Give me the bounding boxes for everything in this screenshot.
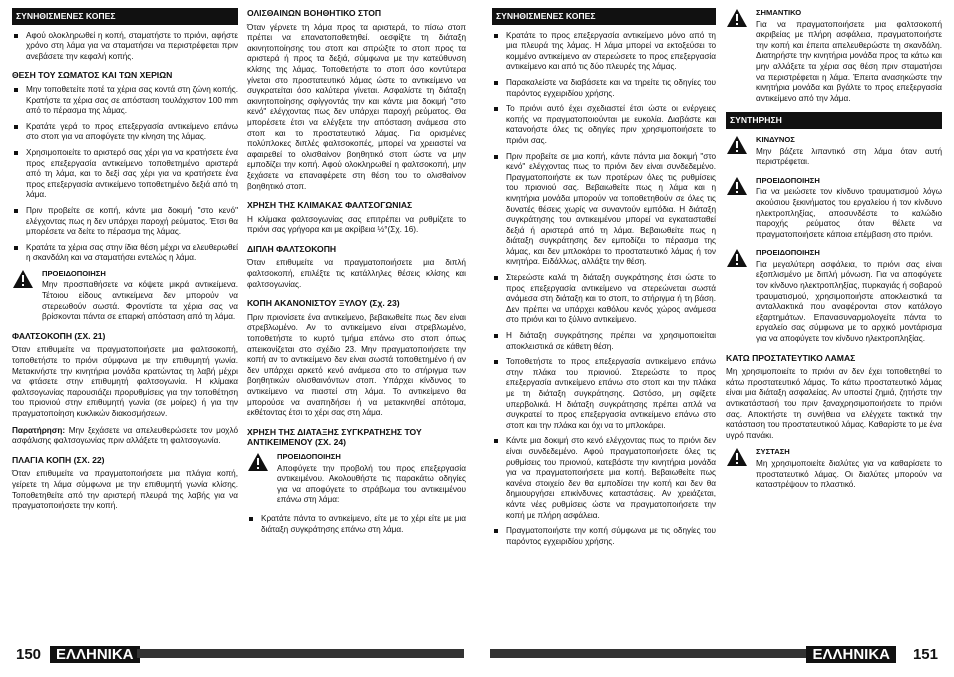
warning-title: ΠΡΟΕΙΔΟΠΟΙΗΣΗ xyxy=(42,268,106,278)
list-item: Η διάταξη συγκράτησης πρέπει να χρησιμοποιείται αποκλειστικά σε κάθετη θέση. xyxy=(492,331,716,352)
list-item: Κρατάτε γερά το προς επεξεργασία αντικείμενο επάνω στο στοπ για να αποφύγετε την κίνηση της λάμας. xyxy=(12,122,238,143)
list-item: Αφού ολοκληρωθεί η κοπή, σταματήστε το πριόνι, αφήστε χρόνο στη λάμα για να σταματήσει να περιστρέφεται πριν ανεβάσετε την κεφαλή κοπής. xyxy=(12,31,238,63)
paragraph: Μη χρησιμοποιείτε το πριόνι αν δεν έχει τοποθετηθεί το κάτω προστατευτικό λάμας. Το κάτω προστατευτικό λάμας είναι μια διάταξη ασφαλείας. Αν υποστεί ζημιά, ζητήστε την αντικατάστασή του πριν ξαναχρησιμοποιήσετε το πριόνι σας. Αποκτήστε τη συνήθεια να ελέγχετε τακτικά την κατάσταση του προστατευτικού λάμας. Καθαρίστε το με ένα υγρό πανάκι. xyxy=(726,367,942,440)
recommendation-box xyxy=(726,447,942,490)
heading-clamp: ΧΡΗΣΗ ΤΗΣ ΔΙΑΤΑΞΗΣ ΣΥΓΚΡΑΤΗΣΗΣ ΤΟΥ ΑΝΤΙΚΕΙΜΕΝΟΥ (ΣΧ. 24) xyxy=(247,426,422,448)
note-paragraph xyxy=(12,426,238,447)
note-label: Παρατήρηση: xyxy=(12,425,66,435)
warning-triangle-icon xyxy=(726,176,756,241)
page-number: 151 xyxy=(912,646,938,663)
warning-title: ΠΡΟΕΙΔΟΠΟΙΗΣΗ xyxy=(277,451,341,461)
warning-text: Για να πραγματοποιήσετε μια φαλτσοκοπή ακριβείας με πλήρη ασφάλεια, πραγματοποιήστε την κοπή και έπειτα απελευθερώστε τη σκανδάλη. Διατηρήστε την κινητήρια μονάδα προς τα κάτω και μην αλλάξετε τα χέρια σας θέση πριν σταματήσει να περιστρέφεται η λάμα. Έπειτα ανασηκώστε την κινητήρια μονάδα και βγάλτε το προς επεξεργασία αντικείμενο από την λάμα. xyxy=(756,19,942,103)
list-item: Πραγματοποιήστε την κοπή σύμφωνα με τις οδηγίες του παρόντος εγχειριδίου χρήσης. xyxy=(492,526,716,547)
paragraph: Όταν επιθυμείτε να πραγματοποιήσετε μια διπλή φαλτσοκοπή, επιλέξτε τις κατάλληλες θέσεις κλίσης και φαλτσογωνίας. xyxy=(247,258,466,289)
warning-text: Μην βάζετε λιπαντικό στη λάμα όταν αυτή περιστρέφεται. xyxy=(756,146,942,167)
warning-box xyxy=(247,452,466,506)
column-1 xyxy=(12,8,238,518)
warning-triangle-icon xyxy=(726,8,756,104)
heading-warped-wood: ΚΟΠΗ ΑΚΑΝΟΝΙΣΤΟΥ ΞΥΛΟΥ (Σχ. 23) xyxy=(247,298,400,309)
warning-box xyxy=(726,248,942,344)
heading-lower-guard: ΚΑΤΩ ΠΡΟΣΤΑΤΕΥΤΙΚΟ ΛΑΜΑΣ xyxy=(726,352,856,363)
paragraph: Όταν επιθυμείτε να πραγματοποιήσετε μια φαλτσοκοπή, τοποθετήστε το πριόνι σύμφωνα με την επιθυμητή γωνία. Μετακινήστε την κινητήρια μονάδα κρατώντας τη λαβή μέχρι να φτάσετε στην επιθυμητή φαλτσογωνία. Η κλίμακα φαλτσογωνίας παρουσιάζει προρυθμίσεις για την τοποθέτηση του πριονιού στην επιθυμητή γωνία (σε μοίρες) ή για την πραγματοποίηση κυκλικών διακοσμήσεων. xyxy=(12,345,238,418)
list-item: Πριν προβείτε σε μια κοπή, κάντε πάντα μια δοκιμή "στο κενό" ελέγχοντας πως το πριόνι δεν είναι συνδεδεμένο. Πραγματοποιήστε εκ των προτέρων όλες τις ρυθμίσεις του πριονιού σας. Βεβαιωθείτε πως η λάμα και η κινητήρια μονάδα μπορούν να τοποθετηθούν σε όλες τις δυνατές θέσεις χωρίς να συναντούν εμπόδια. Η διάταξη συγκράτησης του αντικειμένου μπορεί να εγκατασταθεί δεξιά ή αριστερά από τη λάμα. Βεβαιωθείτε πως η διάταξη συγκράτησης δεν εμποδίζει το πέρασμα της λάμας, και δεν μπλοκάρει το προστατευτικό λάμας ή τον κινητήρα. Ειδάλλως, αλλάξτε την θέση. xyxy=(492,152,716,269)
bullet-list xyxy=(492,31,716,548)
heading-cross-cut: ΦΑΛΤΣΟΚΟΠΗ (ΣΧ. 21) xyxy=(12,330,106,341)
heading-sliding-fence: ΟΛΙΣΘΑΙΝΩΝ ΒΟΗΘΗΤΙΚΟ ΣΤΟΠ xyxy=(247,8,382,18)
warning-text: Μην προσπαθήσετε να κόψετε μικρά αντικείμενα. Τέτοιου είδους αντικείμενα δεν μπορούν να στερεωθούν σωστά. Φροντίστε τα χέρια σας να βρίσκονται πάντα σε επαρκή απόσταση από τη λάμα. xyxy=(42,280,238,322)
warning-text: Μη χρησιμοποιείτε διαλύτες για να καθαρίσετε το προστατευτικό λάμας. Οι διαλύτες μπορούν να καταστρέψουν το πλαστικό. xyxy=(756,458,942,490)
paragraph: Όταν επιθυμείτε να πραγματοποιήσετε μια πλάγια κοπή, γείρετε τη λάμα σύμφωνα με την επιθυμητή γωνία κλίσης. Τοποθετηθείτε από την αριστερή πλευρά της λαβής για να πραγματοποιήσετε την κοπή. xyxy=(12,469,238,511)
danger-box xyxy=(726,135,942,168)
bullet-list xyxy=(12,31,238,63)
important-box xyxy=(726,8,942,104)
column-3 xyxy=(492,8,716,552)
list-item: Παρακαλείστε να διαβάσετε και να τηρείτε τις οδηγίες του παρόντος εγχειριδίου χρήσης. xyxy=(492,78,716,99)
warning-title: ΣΗΜΑΝΤΙΚΟ xyxy=(756,8,802,17)
warning-text: Για μεγαλύτερη ασφάλεια, το πριόνι σας είναι εξοπλισμένο με διπλή μόνωση. Για να αποφύγετε τον κίνδυνο ηλεκτροπληξίας, πυρκαγιάς ή σοβαρού τραυματισμού, χρησιμοποιήστε αποκλειστικά τα ανταλλακτικά που αναφέρονται στον κατάλογο εξαρτημάτων. Επανασυναρμολογείτε πάντα το εργαλείο σας σύμφωνα με το αρχικό μοντάρισμα για να αποφύγετε τον κίνδυνο ηλεκτροπληξίας. xyxy=(756,259,942,344)
warning-title: ΠΡΟΕΙΔΟΠΟΙΗΣΗ xyxy=(756,175,820,185)
heading-body-position: ΘΕΣΗ ΤΟΥ ΣΩΜΑΤΟΣ ΚΑΙ ΤΩΝ ΧΕΡΙΩΝ xyxy=(12,70,173,81)
list-item: Κρατάτε πάντα το αντικείμενο, είτε με το χέρι είτε με μια διάταξη συγκράτησης επάνω στη λάμα. xyxy=(247,514,466,535)
warning-triangle-icon xyxy=(12,269,42,323)
warning-title: ΠΡΟΕΙΔΟΠΟΙΗΣΗ xyxy=(756,248,820,258)
bullet-list xyxy=(247,514,466,535)
warning-text: Αποφύγετε την προβολή του προς επεξεργασία αντικειμένου. Ακολουθήστε τις παρακάτω οδηγίες για να αποφύγετε το στράβωμα του αντικειμένου επάνω στη λάμα: xyxy=(277,463,466,505)
heading-bevel-cut: ΠΛΑΓΙΑ ΚΟΠΗ (ΣΧ. 22) xyxy=(12,454,105,465)
heading-miter-scale: ΧΡΗΣΗ ΤΗΣ ΚΛΙΜΑΚΑΣ ΦΑΛΤΣΟΓΩΝΙΑΣ xyxy=(247,200,413,211)
list-item: Κάντε μια δοκιμή στο κενό ελέγχοντας πως το πριόνι δεν είναι συνδεδεμένο. Αφού πραγματοποιήσετε όλες τις ρυθμίσεις του πριονιού, κατεβάστε την κινητήρια μονάδα για να πραγματοποιήσετε μια κοπή. Βεβαιωθείτε πως κανένα στοιχείο δεν θα εμποδίσει την κοπή και δεν θα δημιουργήσει επικίνδυνες καταστάσεις. Αν χρειάζεται, κάντε νέες ρυθμίσεις ώστε να πραγματοποιήσετε την κοπή με πλήρη ασφάλεια. xyxy=(492,436,716,521)
warning-text: Για να μειώσετε τον κίνδυνο τραυματισμού λόγω ακούσιου ξεκινήματος του εργαλείου ή τον κίνδυνο ηλεκτροπληξίας, αποσυνδέστε το καλώδιο παροχής ρεύματος όταν θέλετε να πραγματοποιήσετε κάποια επέμβαση στο πριόνι. xyxy=(756,187,942,239)
section-header-common-cuts: ΣΥΝΗΘΙΣΜΕΝΕΣ ΚΟΠΕΣ xyxy=(12,8,238,25)
list-item: Στερεώστε καλά τη διάταξη συγκράτησης έτσι ώστε το προς επεξεργασία αντικείμενο να στερεώνεται σωστά ανάμεσα στη διάταξη και το στοπ, το στήριγμα ή τη βάση. Δεν πρέπει να υπάρχει καθόλου κενός χώρος ανάμεσα στο πριόνι και το ξύλινο αντικείμενο. xyxy=(492,273,716,326)
list-item: Κρατάτε το προς επεξεργασία αντικείμενο μόνο από τη μια πλευρά της λάμας. Η λάμα μπορεί να εκτοξεύσει το κομμένο αντικείμενο αν στερεώσετε το προς επεξεργασία αντικείμενο και από τις δύο πλευρές της λάμας. xyxy=(492,31,716,73)
footer-rule xyxy=(137,649,464,658)
list-item: Χρησιμοποιείτε το αριστερό σας χέρι για να κρατήσετε ένα προς επεξεργασία αντικείμενο τοποθετημένο αριστερά από τη λάμα, και το δεξί σας χέρι για να κρατήσετε ένα προς επεξεργασία αντικείμενο τοποθετημένο δεξιά από τη λάμα. xyxy=(12,148,238,201)
warning-triangle-icon xyxy=(247,452,277,506)
warning-box xyxy=(726,176,942,241)
list-item: Τοποθετήστε το προς επεξεργασία αντικείμενο επάνω στην πλάκα του πριονιού. Στερεώστε το προς επεξεργασία αντικείμενο επάνω στο στοπ και την πλάκα με τη διάταξη συγκράτησης. Ωστόσο, μη σφίξετε υπερβολικά. Η διάταξη συγκράτησης πρέπει απλά να συγκρατεί το προς επεξεργασία αντικείμενο επάνω στο στοπ και την πλάκα και όχι να το μπλοκάρει. xyxy=(492,357,716,431)
page-number: 150 xyxy=(16,646,42,663)
paragraph: Η κλίμακα φαλτσογωνίας σας επιτρέπει να ρυθμίζετε το πριόνι σας γρήγορα και με ακρίβεια ½°(Σχ. 16). xyxy=(247,214,466,235)
warning-title: ΣΥΣΤΑΣΗ xyxy=(756,447,790,457)
warning-box xyxy=(12,269,238,323)
footer-language-title: ΕΛΛΗΝΙΚΑ xyxy=(50,646,140,663)
paragraph: Πριν πριονίσετε ένα αντικείμενο, βεβαιωθείτε πως δεν είναι στρεβλωμένο. Αν το αντικείμενο είναι στρεβλωμένο, τοποθετήστε το κυρτό τμήμα επάνω στο στοπ όπως απεικονίζεται στο σχέδιο 23. Μην πραγματοποιήσετε την κοπή αν το αντικείμενο δεν είναι σωστά τοποθετημένο ή αν δεν υπάρχει αρκετό κενό ανάμεσα στο το στήριγμα των βοηθητικών ολισθαινόντων στοπ. Υπάρχει κίνδυνος το αντικείμενο να πιαστεί στη λάμα. Το αντικείμενο θα μπορούσε να αναπηδήσει ή να μετακινηθεί απότομα, εκθέτοντας έτσι το χέρι σας στη λάμα. xyxy=(247,312,466,418)
warning-triangle-icon xyxy=(726,447,756,490)
list-item: Κρατάτε τα χέρια σας στην ίδια θέση μέχρι να ελευθερωθεί η σκανδάλη και να σταματήσει εντελώς η λάμα. xyxy=(12,243,238,264)
heading-compound-cut: ΔΙΠΛΗ ΦΑΛΤΣΟΚΟΠΗ xyxy=(247,243,337,254)
column-4 xyxy=(726,8,942,499)
note-text: Μην ξεχάσετε να απελευθερώσετε τον μοχλό ασφάλισης φαλτσογωνίας πριν αλλάξετε τη φαλτσογωνία. xyxy=(12,425,238,446)
footer-right xyxy=(490,646,942,663)
paragraph: Όταν γέρνετε τη λάμα προς τα αριστερά, το πίσω στοπ πρέπει να επανατοποθετηθεί. οεσφίξτε τη διάταξη ακινητοποίησης του στοπ και σπρώξτε το στοπ προς τα αριστερά ή προς τα δεξιά, σύμφωνα με την κατεύθυνση κλίσης της λάμας. Τοποθετήστε το στοπ όσο κοντύτερα γίνεται στο προστατευτικό λάμας ώστε το αντικείμενο να συγκρατείται όσο καλύτερα γίνεται. Ασφαλίστε τη διάταξη ακινητοποίησης σφίγγοντάς την και κάντε μια δοκιμή "στο κενό" ελέγχοντας πως δεν υπάρχει παροχή ρεύματος. Θα μπορέσετε έτσι να ελέγξετε την απόσταση ανάμεσα στο στοπ και το προστατευτικό λάμας. Για ορισμένες πολύπλοκες διπλές φαλτσοκοπές, μπορεί να χρειαστεί να αφαιρεθεί το ολισθαίνον βοηθητικό στοπ ώστε να μην εμποδίζει την κοπή. Αφού ολοκληρωθεί η φαλτσοκοπή, μην ξεχάσετε να επαναφέρετε στη θέση του το ολισθαίνον βοηθητικό στοπ. xyxy=(247,22,466,191)
section-header-maintenance: ΣΥΝΤΗΡΗΣΗ xyxy=(726,112,942,129)
list-item: Πριν προβείτε σε κοπή, κάντε μια δοκιμή "στο κενό" ελέγχοντας πως η δεν υπάρχει παροχή ρεύματος. Έτσι θα μπορέσετε να δείτε το πέρασμα της λάμας. xyxy=(12,206,238,238)
warning-triangle-icon xyxy=(726,135,756,168)
warning-title: ΚΙΝΔΥΝΟΣ xyxy=(756,134,795,144)
bullet-list xyxy=(12,85,238,264)
footer-left xyxy=(12,646,464,663)
column-2 xyxy=(247,8,466,540)
footer-rule xyxy=(490,649,817,658)
warning-triangle-icon xyxy=(726,248,756,344)
list-item: Μην τοποθετείτε ποτέ τα χέρια σας κοντά στη ζώνη κοπής. Κρατήστε τα χέρια σας σε απόσταση τουλάχιστον 100 mm από το πέρασμα της λάμας. xyxy=(12,85,238,117)
footer-language-title: ΕΛΛΗΝΙΚΑ xyxy=(806,646,896,663)
section-header-common-cuts: ΣΥΝΗΘΙΣΜΕΝΕΣ ΚΟΠΕΣ xyxy=(492,8,716,25)
list-item: Το πριόνι αυτό έχει σχεδιαστεί έτσι ώστε οι ενέργειες κοπής να πραγματοποιούνται με ευκολία. Διαβάστε και κατανοήστε όλες τις οδηγίες πριν χρησιμοποιήσετε το πριόνι σας. xyxy=(492,104,716,146)
